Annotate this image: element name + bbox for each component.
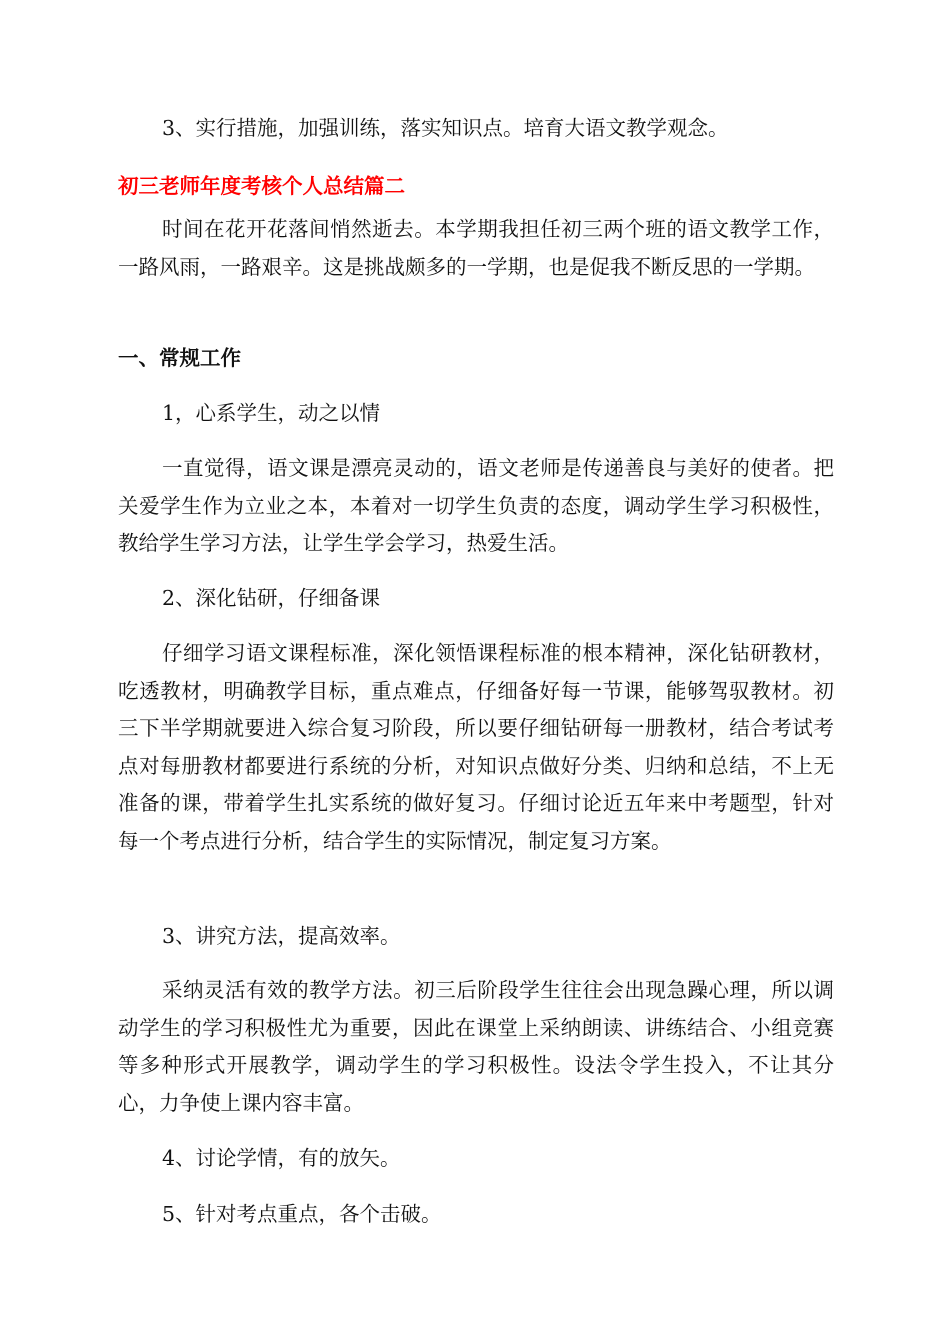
subheading-1: 1，心系学生，动之以情 [162, 401, 381, 425]
subheading-5: 5、针对考点重点，各个击破。 [162, 1202, 442, 1226]
paragraph-3: 采纳灵活有效的教学方法。初三后阶段学生往往会出现急躁心理，所以调动学生的学习积极性尤为重要，因此在课堂上采纳朗读、讲练结合、小组竞赛等多种形式开展教学，调动学生的学习积极性。设法令学生投入，不让其分心，力争使上课内容丰富。 [118, 978, 834, 1115]
intro-paragraph: 时间在花开花落间悄然逝去。本学期我担任初三两个班的语文教学工作，一路风雨，一路艰辛。这是挑战颇多的一学期，也是促我不断反思的一学期。 [118, 217, 834, 279]
subheading-4: 4、讨论学情，有的放矢。 [162, 1146, 401, 1170]
subheading-3: 3、讲究方法，提高效率。 [162, 924, 401, 948]
heading-routine-work: 一、常规工作 [118, 346, 241, 370]
item-3-top: 3、实行措施，加强训练，落实知识点。培育大语文教学观念。 [162, 116, 729, 140]
section-title: 初三老师年度考核个人总结篇二 [118, 174, 405, 198]
subheading-2: 2、深化钻研，仔细备课 [162, 586, 381, 610]
paragraph-1: 一直觉得，语文课是漂亮灵动的，语文老师是传递善良与美好的使者。把关爱学生作为立业之本，本着对一切学生负责的态度，调动学生学习积极性，教给学生学习方法，让学生学会学习，热爱生活。 [118, 456, 834, 555]
paragraph-2: 仔细学习语文课程标准，深化领悟课程标准的根本精神，深化钻研教材，吃透教材，明确教学目标，重点难点，仔细备好每一节课，能够驾驭教材。初三下半学期就要进入综合复习阶段，所以要仔细钻研每一册教材，结合考试考点对每册教材都要进行系统的分析，对知识点做好分类、归纳和总结，不上无准备的课，带着学生扎实系统的做好复习。仔细讨论近五年来中考题型，针对每一个考点进行分析，结合学生的实际情况，制定复习方案。 [118, 641, 834, 853]
